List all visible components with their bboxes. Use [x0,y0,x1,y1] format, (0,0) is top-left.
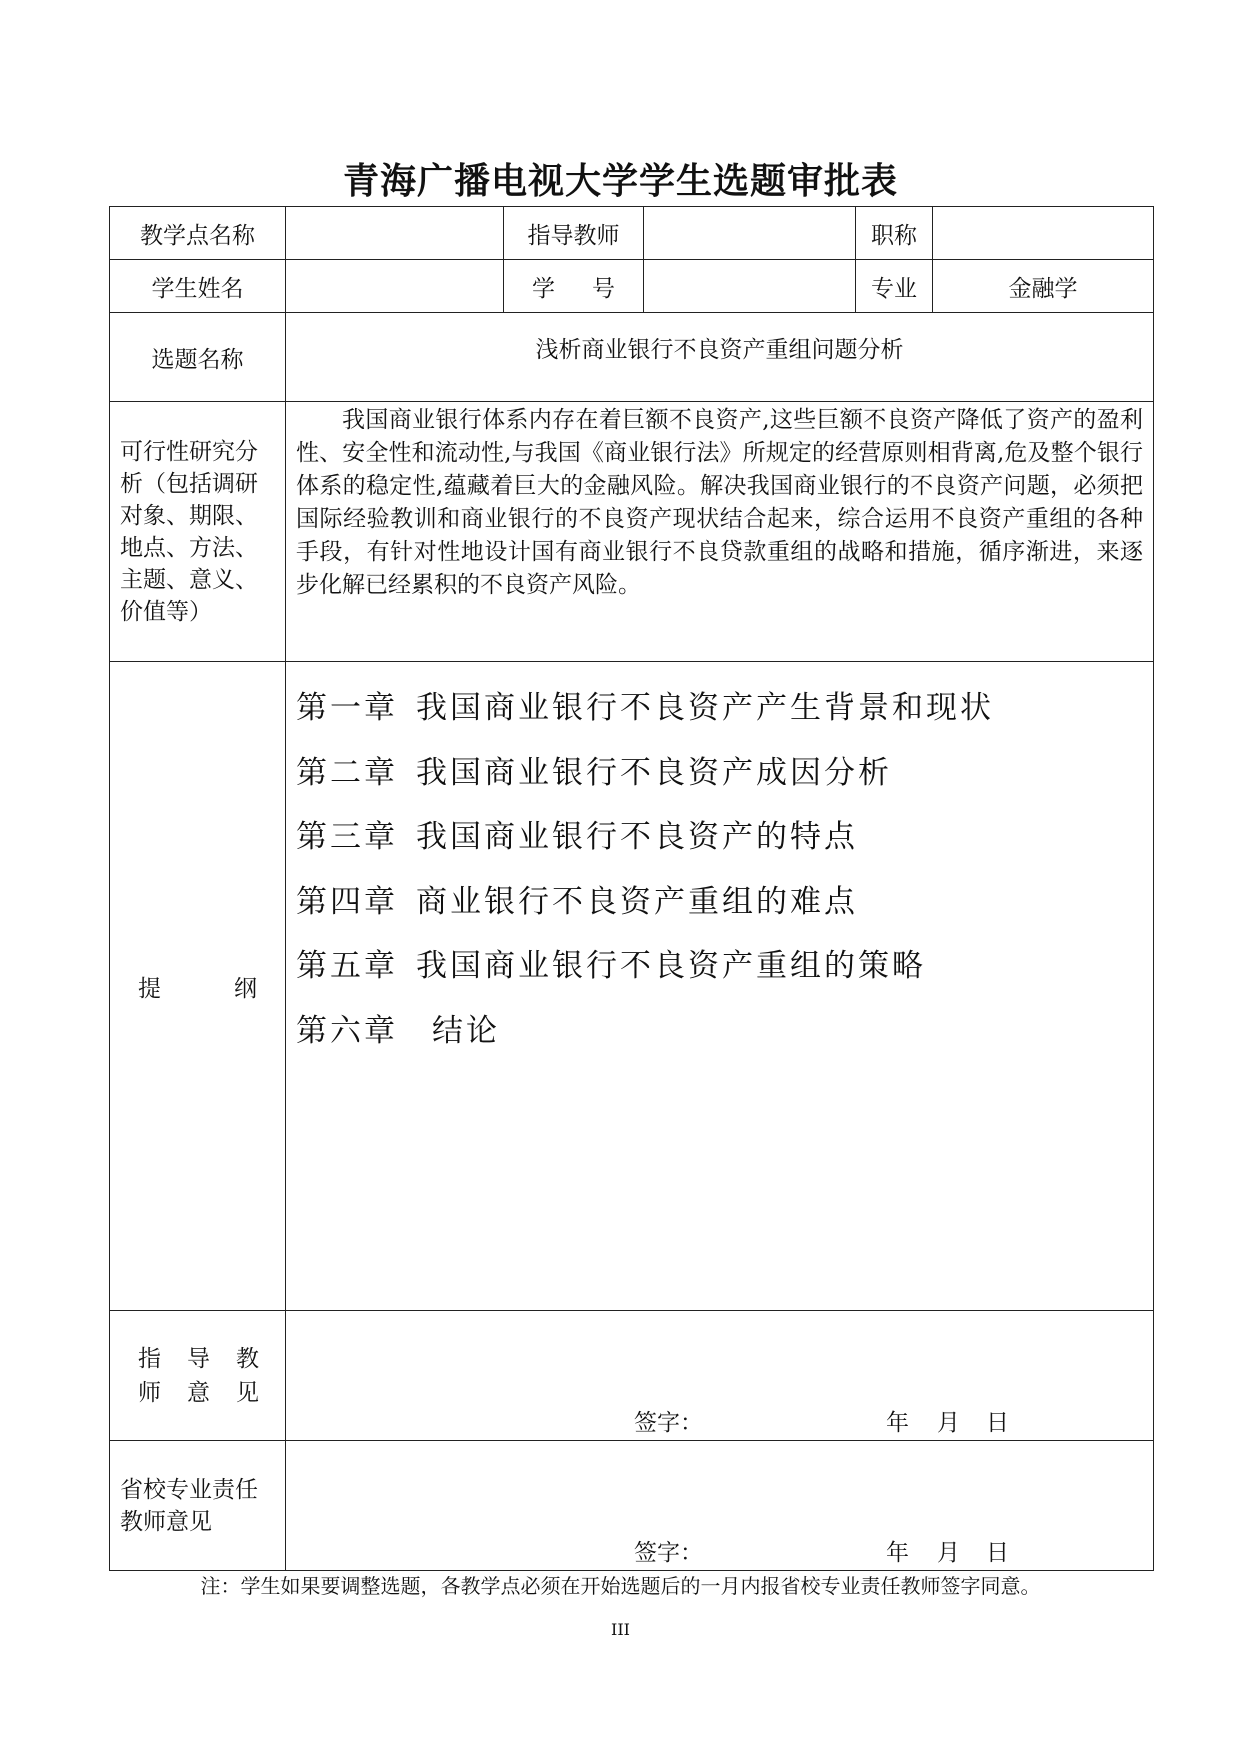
feasibility-text[interactable]: 我国商业银行体系内存在着巨额不良资产,这些巨额不良资产降低了资产的盈利性、安全性和流动性,与我国《商业银行法》所规定的经营原则相背离,危及整个银行体系的稳定性,蕴藏着巨大的金融风险。解决我国商业银行的不良资产问题，必须把国际经验教训和商业银行的不良资产现状结合起来，综合运用不良资产重组的各种手段，有针对性地设计国有商业银行不良贷款重组的战略和措施，循序渐进，来逐步化解已经累积的不良资产风险。 [286,402,1154,662]
date-day: 日 [986,1410,1009,1436]
label-char: 教 [236,1345,259,1372]
outline-content[interactable] [286,662,1154,1311]
label-char: 导 [187,1345,210,1372]
chapter-number: 第三章 [296,819,398,855]
advisor-opinion-field[interactable] [286,1311,1154,1441]
provincial-signature-label: 签字： [634,1540,703,1566]
title-rank-field[interactable] [933,207,1154,260]
chapter-title: 我国商业银行不良资产的特点 [416,819,858,855]
approval-form-table [109,206,1154,1571]
teaching-center-label: 教学点名称 [110,207,286,260]
outline-chapter-4 [296,870,1153,935]
chapter-number: 第四章 [296,883,398,920]
row-center-advisor [110,207,1154,260]
label-char: 意 [187,1379,210,1406]
date-year: 年 [886,1540,909,1566]
date-month: 月 [937,1410,960,1436]
outline-chapter-5 [296,934,1153,999]
chapter-title: 商业银行不良资产重组的难点 [416,883,858,920]
chapter-number: 第二章 [296,754,398,791]
chapter-title: 我国商业银行不良资产重组的策略 [416,948,926,984]
outline-chapter-2 [296,741,1153,806]
date-year: 年 [886,1410,909,1436]
title-rank-label: 职称 [856,207,933,260]
student-id-label [504,260,644,313]
provincial-date [886,1534,1009,1567]
outline-label-char-2: 纲 [234,975,257,1002]
advisor-opinion-label [110,1311,286,1441]
date-month: 月 [937,1540,960,1566]
row-provincial-opinion [110,1441,1154,1571]
date-day: 日 [986,1540,1009,1566]
major-label: 专业 [856,260,933,313]
row-student-id-major [110,260,1154,313]
chapter-number: 第五章 [296,948,398,984]
outline-chapter-6 [296,999,1153,1064]
student-name-field[interactable] [286,260,504,313]
outline-chapter-3 [296,805,1153,870]
student-name-label: 学生姓名 [110,260,286,313]
label-char: 指 [138,1345,161,1372]
footnote: 注：学生如果要调整选题，各教学点必须在开始选题后的一月内报省校专业责任教师签字同意。 [200,1574,1041,1598]
row-advisor-opinion [110,1311,1154,1441]
row-topic [110,313,1154,402]
outline-chapter-1 [296,676,1153,741]
row-feasibility [110,402,1154,662]
row-outline [110,662,1154,1311]
chapter-number: 第六章 [296,1012,398,1049]
advisor-field[interactable] [644,207,856,260]
label-char: 师 [138,1379,161,1406]
chapter-number: 第一章 [296,690,398,726]
major-field[interactable]: 金融学 [933,260,1154,313]
chapter-title: 我国商业银行不良资产成因分析 [416,754,892,791]
outline-label [110,662,286,1311]
student-id-label-char-2: 号 [592,275,615,302]
topic-label: 选题名称 [110,313,286,402]
teaching-center-field[interactable] [286,207,504,260]
outline-label-char-1: 提 [138,975,161,1002]
chapter-title: 我国商业银行不良资产产生背景和现状 [416,690,994,726]
provincial-opinion-label: 省校专业责任教师意见 [110,1441,286,1571]
advisor-label: 指导教师 [504,207,644,260]
advisor-date [886,1404,1009,1437]
page-number: III [611,1620,630,1639]
label-char: 见 [236,1379,259,1406]
student-id-field[interactable] [644,260,856,313]
chapter-title: 结论 [432,1012,500,1049]
topic-field[interactable]: 浅析商业银行不良资产重组问题分析 [286,313,1154,402]
feasibility-label: 可行性研究分析（包括调研对象、期限、地点、方法、主题、意义、价值等） [110,402,286,662]
advisor-opinion-label-line-1 [110,1342,285,1376]
provincial-opinion-field[interactable] [286,1441,1154,1571]
advisor-signature-label: 签字： [634,1410,703,1436]
form-title: 青海广播电视大学学生选题审批表 [342,161,898,202]
student-id-label-char-1: 学 [532,275,555,302]
advisor-opinion-label-line-2 [110,1376,285,1410]
